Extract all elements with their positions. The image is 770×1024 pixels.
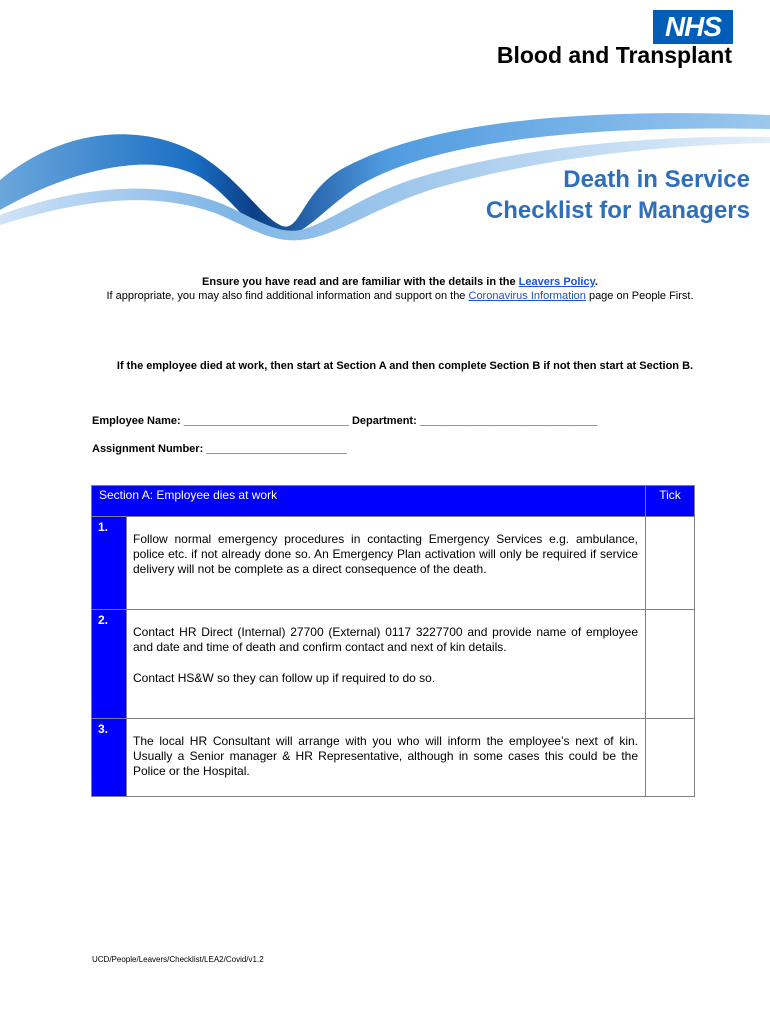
- item-paragraph: The local HR Consultant will arrange with you who will inform the employee’s next of kin. Usually a Senior manager & HR Representative, although in some cases this could be the Police or the Hospital.: [133, 734, 638, 778]
- tick-box[interactable]: [646, 517, 695, 610]
- department-field[interactable]: Department: _____________________________: [351, 415, 598, 427]
- intro-policy-line: [80, 275, 720, 290]
- nhs-logo: NHS: [653, 10, 733, 44]
- item-number: 2.: [92, 610, 127, 719]
- employee-department-row: [92, 415, 597, 427]
- item-paragraph: Follow normal emergency procedures in contacting Emergency Services e.g. ambulance, police etc. if not already done so. An Emergency Plan activation will only be required if service delivery will not be complete as a direct consequence of the death.: [133, 532, 638, 576]
- assignment-number-field[interactable]: Assignment Number: _______________________: [92, 443, 347, 455]
- section-instruction: If the employee died at work, then start at Section A and then complete Section B if not then start at Section B.: [116, 360, 694, 372]
- intro-line2-suffix: page on People First.: [585, 290, 694, 302]
- tick-column-header: Tick: [646, 486, 695, 517]
- intro-line1-suffix: .: [594, 276, 598, 288]
- coronavirus-information-link[interactable]: Coronavirus Information: [468, 290, 586, 302]
- employee-name-field[interactable]: Employee Name: ___________________________: [92, 415, 349, 427]
- document-reference: UCD/People/Leavers/Checklist/LEA2/Covid/v1.2: [92, 955, 264, 964]
- tick-box[interactable]: [646, 719, 695, 797]
- title-line-1: Death in Service: [563, 166, 750, 193]
- item-text: [127, 517, 646, 610]
- tick-box[interactable]: [646, 610, 695, 719]
- leavers-policy-link[interactable]: Leavers Policy: [518, 276, 595, 288]
- item-paragraph: Contact HS&W so they can follow up if required to do so.: [133, 671, 436, 685]
- organisation-name: Blood and Transplant: [496, 42, 732, 68]
- item-text: [127, 610, 646, 719]
- intro-coronavirus-line: [80, 289, 720, 304]
- item-number: 3.: [92, 719, 127, 797]
- intro-line1-prefix: Ensure you have read and are familiar with the details in the: [202, 276, 519, 288]
- title-line-2: Checklist for Managers: [485, 197, 750, 224]
- item-text: [127, 719, 646, 797]
- item-number: 1.: [92, 517, 127, 610]
- section-a-header-row: [92, 486, 695, 517]
- document-title: [430, 164, 750, 226]
- table-row: [92, 719, 695, 797]
- table-row: [92, 517, 695, 610]
- item-paragraph: Contact HR Direct (Internal) 27700 (External) 0117 3227700 and provide name of employee and date and time of death and confirm contact and next of kin details.: [133, 625, 638, 654]
- intro-line2-prefix: If appropriate, you may also find additional information and support on the: [106, 290, 469, 302]
- section-a-table: [91, 485, 695, 797]
- table-row: [92, 610, 695, 719]
- section-a-heading: Section A: Employee dies at work: [92, 486, 646, 517]
